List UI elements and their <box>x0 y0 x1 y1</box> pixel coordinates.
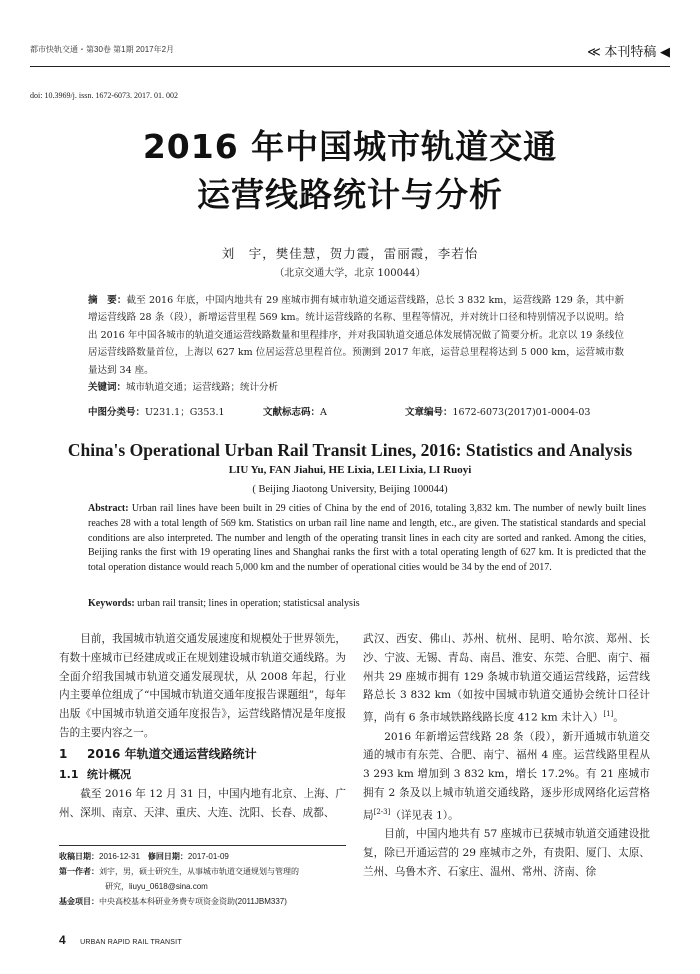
new-lines-text-end: （详见表 1）。 <box>390 809 459 822</box>
footnote-rule <box>59 845 346 846</box>
fund-info: 中央高校基本科研业务费专项资金资助(2011JBM337) <box>99 897 287 906</box>
abstract-label: 摘 要： <box>88 295 127 306</box>
page-number: 4 <box>59 933 66 947</box>
title-line-2: 运营线路统计与分析 <box>197 175 503 214</box>
revised-label: 修回日期： <box>147 852 188 861</box>
header-rule <box>30 66 670 67</box>
article-no-value: 1672-6073(2017)01-0004-03 <box>452 407 591 418</box>
english-keywords-label: Keywords: <box>88 598 135 609</box>
journal-english-name: URBAN RAPID RAIL TRANSIT <box>80 939 182 946</box>
section-heading <box>59 744 346 764</box>
doc-code-value: A <box>320 407 327 418</box>
section-number: 1 <box>59 746 68 761</box>
body-column-left <box>59 630 346 822</box>
first-author-info: 刘宇，男，硕士研究生，从事城市轨道交通规划与管理的 <box>99 867 299 876</box>
clc-label: 中图分类号： <box>88 407 146 418</box>
english-keywords <box>88 598 646 609</box>
subsection-title: 统计概况 <box>87 767 131 781</box>
fund-label: 基金项目： <box>59 897 99 906</box>
article-no-label: 文章编号： <box>405 407 453 418</box>
fund-line <box>59 894 346 909</box>
received-label: 收稿日期： <box>59 852 99 861</box>
first-author-label: 第一作者： <box>59 867 99 876</box>
subsection-heading <box>59 765 346 785</box>
journal-issue: 都市快轨交通・第30卷 第1期 2017年2月 <box>30 45 175 54</box>
article-title <box>0 123 700 219</box>
page-footer <box>59 931 182 949</box>
clc-field <box>88 404 225 418</box>
english-abstract <box>88 502 646 576</box>
english-title: China's Operational Urban Rail Transit Lines, 2016: Statistics and Analysis <box>67 440 633 460</box>
revised-date: 2017-01-09 <box>187 852 229 861</box>
title-line-1: 2016 年中国城市轨道交通 <box>142 127 558 166</box>
column-name: ≪ 本刊特稿 ◀ <box>587 44 670 59</box>
intro-paragraph: 目前，我国城市轨道交通发展速度和规模处于世界领先，有数十座城市已经建成或正在规划建设城市轨道交通线路。为全面介绍我国城市轨道交通发展现状，从 2008 年起，行业内主要单位组成了“中国城市轨道交通年度报告课题组”，每年出版《中国城市轨道交通年度报告》，运营线路情况是年度报告的主要内容之一。 <box>59 633 346 739</box>
article-no-field <box>405 404 590 418</box>
abstract-text: 截至 2016 年底，中国内地共有 29 座城市拥有城市轨道交通运营线路，总长 3 832 km，运营线路 129 条，其中新增运营线路 28 条（段），新增运营里程 569 km。统计运营线路的名称、里程等情况，并对统计口径和特别情况予以说明。给出 2016 年中国各城市的轨道交通运营线路数量和里程排序，并对我国轨道交通总体发展情况做了简要分析。北京以 19 条线位居运营线路数量首位，上海以 627 km 位居运营总里程首位。预测到 2017 年底，运营总里程将达到 5 000 km，运营城市数量达到 34 座。 <box>88 295 624 376</box>
english-abstract-text: Urban rail lines have been built in 29 cities of China by the end of 2016, totaling 3,832 km. The number of newly built lines reaches 28 with a total length of 569 km. Statistics on urban rail line name and length, etc., are given. The statistical standards and special conditions are also interpreted. The number and length of the operating transit lines in each city are sorted and ranked. Among the cities, Beijing ranks the first with 19 operating lines and Shanghai ranks the first with a total operating length of 627 km. It is predicted that the total operation distance would reach 5,000 km and the number of operational cities would be 34 by the end of 2017. <box>88 503 647 574</box>
stats-paragraph-part1: 截至 2016 年 12 月 31 日，中国内地有北京、上海、广州、深圳、南京、天津、重庆、大连、沈阳、长春、成都、 <box>59 787 346 819</box>
subsection-number: 1.1 <box>59 767 79 781</box>
running-header <box>30 44 670 58</box>
authors: 刘 宇，樊佳慧，贺力霞，雷丽霞，李若怡 <box>221 246 479 261</box>
body-column-right <box>363 630 650 881</box>
first-author-line-2: 研究，liuyu_0618@sina.com <box>105 882 208 891</box>
received-date: 2016-12-31 <box>99 852 140 861</box>
keywords-label: 关键词： <box>88 382 127 394</box>
english-abstract-label: Abstract: <box>88 503 129 514</box>
affiliation: （北京交通大学，北京 100044） <box>274 268 426 279</box>
dates-line <box>59 849 346 864</box>
citation-1: [1] <box>603 710 614 719</box>
classification-row <box>88 404 624 418</box>
doc-code-field <box>263 404 327 418</box>
chinese-abstract <box>88 292 624 396</box>
new-lines-text: 2016 年新增运营线路 28 条（段），新开通城市轨道交通的城市有东莞、合肥、南宁、福州 4 座。运营线路里程从 3 293 km 增加到 3 832 km，增长 17.2%。有 21 座城市拥有 2 条及以上城市轨道交通线路，逐步形成网络化运营格局 <box>363 730 650 822</box>
stats-paragraph-part2: 武汉、西安、佛山、苏州、杭州、昆明、哈尔滨、郑州、长沙、宁波、无锡、青岛、南昌、淮安、东莞、合肥、南宁、福州共 29 座城市拥有 129 条城市轨道交通运营线路，运营线路总长 3 832 km（如按中国城市轨道交通协会统计口径计算，尚有 6 条市域铁路线路长度 412 km 未计入）[1]。 <box>363 633 650 724</box>
english-affiliation: ( Beijing Jiaotong University, Beijing 100044) <box>252 484 448 495</box>
doi: doi: 10.3969/j. issn. 1672-6073. 2017. 01. 002 <box>30 91 179 100</box>
english-keywords-text: urban rail transit; lines in operation; statisticsal analysis <box>137 598 360 609</box>
keywords-text: 城市轨道交通；运营线路；统计分析 <box>126 382 279 394</box>
doc-code-label: 文献标志码： <box>263 407 321 418</box>
citation-2-3: [2-3] <box>373 807 391 816</box>
english-authors: LIU Yu, FAN Jiahui, HE Lixia, LEI Lixia, LI Ruoyi <box>228 464 472 476</box>
clc-value: U231.1；G353.1 <box>145 407 225 418</box>
approved-cities-paragraph: 目前，中国内地共有 57 座城市已获城市轨道交通建设批复，除已开通运营的 29 座城市之外，有贵阳、厦门、太原、兰州、乌鲁木齐、石家庄、温州、常州、济南、徐 <box>363 828 650 878</box>
section-title: 2016 年轨道交通运营线路统计 <box>87 746 257 761</box>
footnote <box>59 849 346 909</box>
new-lines-paragraph <box>363 728 650 826</box>
first-author-line <box>59 864 346 879</box>
